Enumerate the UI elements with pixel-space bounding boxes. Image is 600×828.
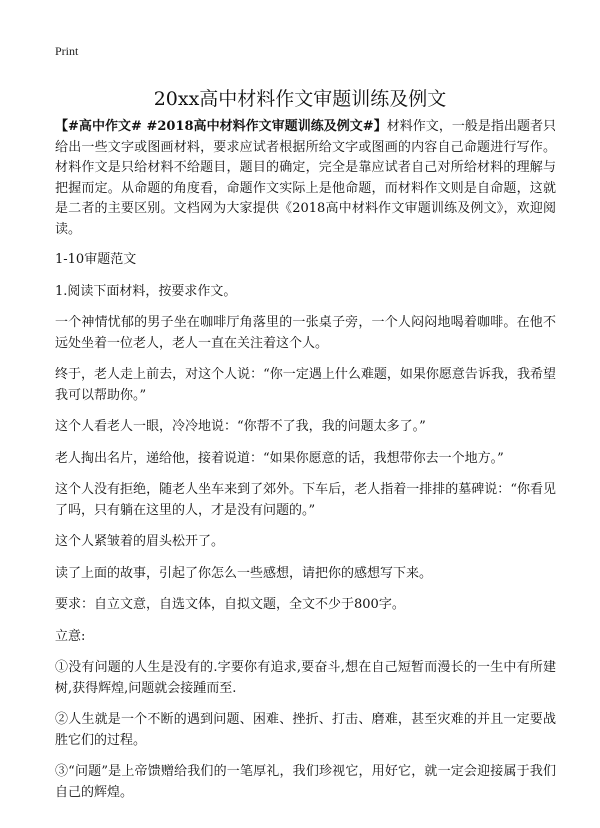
paragraph-task: 读了上面的故事，引起了你怎么一些感想，请把你的感想写下来。 — [55, 565, 433, 581]
section-heading: 1-10审题范文 — [55, 252, 137, 267]
article-body — [55, 117, 556, 814]
paragraph-story-6: 这个人紧皱着的眉头松开了。 — [55, 534, 225, 549]
paragraph-story-2: 终于，老人走上前去，对这个人说：“你一定遇上什么难题，如果你愿意告诉我，我希望我可以帮助你。” — [55, 367, 556, 403]
paragraph-requirements: 要求：自立文意，自选文体，自拟文题，全文不少于800字。 — [55, 597, 405, 612]
paragraph-theme-1: ①没有问题的人生是没有的.字要你有追求,要奋斗,想在自己短暂而漫长的一生中有所建树,获得辉煌,问题就会接踵而至. — [55, 660, 556, 696]
intro-text: 材料作文，一般是指出题者只给出一些文字或图画材料，要求应试者根据所给文字或图画的内容自己命题进行写作。材料作文是只给材料不给题目，题目的确定，完全是靠应试者自己对所给材料的理解与把握而定。从命题的角度看，命题作文实际上是他命题，而材料作文则是自命题，这就是二者的主要区别。文档网为大家提供《2018高中材料作文审题训练及例文》，欢迎阅读。 — [55, 119, 556, 237]
paragraph-story-4: 老人掏出名片，递给他，接着说道：“如果你愿意的话，我想带你去一个地方。” — [55, 450, 504, 466]
print-label: Print — [55, 44, 79, 58]
paragraph-theme-heading: 立意: — [55, 628, 86, 644]
paragraph-story-3: 这个人看老人一眼，冷冷地说：“你帮不了我，我的问题太多了。” — [55, 419, 426, 434]
paragraph-theme-3: ③“问题”是上帝馈赠给我们的一笔厚礼，我们珍视它，用好它，就一定会迎接属于我们自己的辉煌。 — [55, 764, 556, 800]
paragraph-prompt: 1.阅读下面材料，按要求作文。 — [55, 283, 237, 299]
page-title: 20xx高中材料作文审题训练及例文 — [153, 88, 447, 110]
paragraph-story-1: 一个神情忧郁的男子坐在咖啡厅角落里的一张桌子旁，一个人闷闷地喝着咖啡。在他不远处坐着一位老人，老人一直在关注着这个人。 — [55, 315, 556, 351]
intro-tag: 【#高中作文# #2018高中材料作文审题训练及例文#】 — [55, 119, 387, 134]
paragraph-story-5: 这个人没有拒绝，随老人坐车来到了郊外。下车后，老人指着一排排的墓碑说：“你看见了吗，只有躺在这里的人，才是没有问题的。” — [55, 482, 556, 518]
paragraph-theme-2: ②人生就是一个不断的遇到问题、困难、挫折、打击、磨难，甚至灾难的并且一定要战胜它们的过程。 — [55, 712, 556, 748]
intro-paragraph — [55, 117, 556, 240]
